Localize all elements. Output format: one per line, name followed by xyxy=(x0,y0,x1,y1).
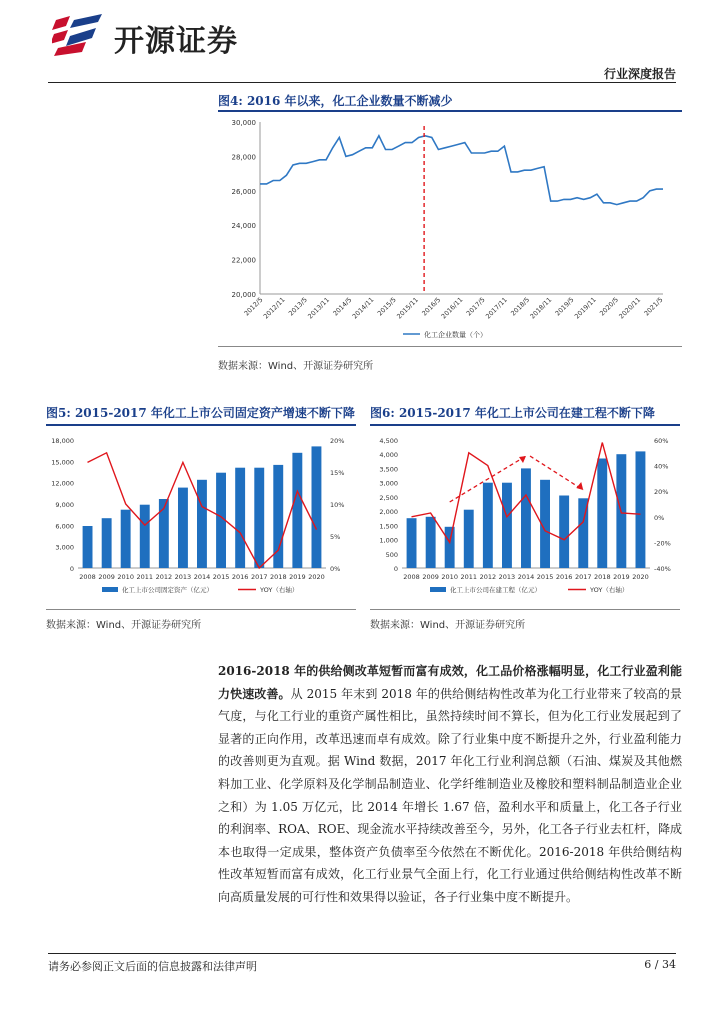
f6-bar xyxy=(445,527,455,568)
header-rule xyxy=(48,82,676,83)
f5-x-tick: 2010 xyxy=(117,573,134,581)
f5-x-tick: 2016 xyxy=(231,573,249,581)
body-paragraph xyxy=(218,660,682,909)
f5-left-tick: 9,000 xyxy=(55,501,74,509)
logo-icon xyxy=(52,14,110,56)
f5-bar xyxy=(83,526,93,568)
f5-left-tick: 6,000 xyxy=(55,522,74,531)
f5-bar xyxy=(197,480,207,568)
brand-name: 开源证券 xyxy=(114,24,238,59)
f6-right-tick: -40% xyxy=(654,565,671,573)
f4-x-tick: 2018/5 xyxy=(509,295,532,318)
f4-x-tick: 2016/5 xyxy=(420,295,443,318)
f6-left-tick: 3,000 xyxy=(379,479,398,488)
f6-bar xyxy=(502,483,512,568)
f4-y-tick: 26,000 xyxy=(231,187,256,196)
f6-bar xyxy=(426,517,436,568)
f6-bar xyxy=(636,451,646,568)
f5-x-tick: 2018 xyxy=(270,573,287,581)
f6-left-tick: 4,000 xyxy=(379,451,398,460)
f4-x-tick: 2016/11 xyxy=(439,295,465,321)
f6-left-tick: 2,000 xyxy=(379,508,398,517)
f6-left-tick: 3,500 xyxy=(379,465,398,474)
f4-x-tick: 2020/11 xyxy=(617,295,643,321)
report-type: 行业深度报告 xyxy=(603,67,676,81)
body-lead: 2016-2018 年的供给侧改革短暂而富有成效，化工品价格涨幅明显，化工行业盈利能力快速改善。 xyxy=(218,664,682,701)
f4-x-tick: 2015/5 xyxy=(375,295,398,318)
f5-bar xyxy=(254,468,264,568)
f4-x-tick: 2013/5 xyxy=(287,295,309,318)
figure5-rule xyxy=(46,424,356,426)
f6-bar xyxy=(464,510,474,568)
f5-legend-bar-label: 化工上市公司固定资产（亿元） xyxy=(122,586,213,594)
f6-left-tick: 1,000 xyxy=(379,536,398,545)
f5-x-tick: 2009 xyxy=(98,573,115,581)
f5-bar xyxy=(178,488,188,568)
f4-x-tick: 2018/11 xyxy=(528,295,554,321)
figure6-source: 数据来源：Wind、开源证券研究所 xyxy=(370,620,526,631)
f4-x-tick: 2019/11 xyxy=(572,295,598,321)
f4-series-line xyxy=(260,136,663,205)
f4-x-tick: 2017/5 xyxy=(464,295,487,318)
f5-left-tick: 15,000 xyxy=(51,458,74,467)
f4-y-tick: 30,000 xyxy=(231,119,256,127)
f5-bar xyxy=(292,453,302,568)
f5-bar xyxy=(140,505,150,568)
f4-y-tick: 22,000 xyxy=(231,256,256,265)
f4-y-tick: 24,000 xyxy=(231,222,256,231)
figure5-title: 图5: 2015-2017 年化工上市公司固定资产增速不断下降 xyxy=(46,406,355,420)
f4-y-tick: 20,000 xyxy=(231,291,256,299)
f6-bar xyxy=(559,496,569,569)
f6-right-tick: 20% xyxy=(654,488,669,497)
f5-legend-bar-swatch xyxy=(102,587,118,592)
f6-left-tick: 1,500 xyxy=(379,522,398,531)
f6-x-tick: 2018 xyxy=(594,573,611,581)
f5-x-tick: 2019 xyxy=(289,573,306,581)
f6-legend-line-label: YOY（右轴） xyxy=(590,586,629,594)
f6-trend-up-arrowhead xyxy=(519,456,526,463)
f4-x-tick: 2015/11 xyxy=(395,295,420,321)
f5-x-tick: 2008 xyxy=(79,573,96,581)
f6-right-tick: -20% xyxy=(654,539,671,548)
footer-rule xyxy=(48,953,676,954)
f6-trend-down xyxy=(530,456,583,490)
f4-x-tick: 2014/5 xyxy=(331,295,354,318)
f6-legend-bar-label: 化工上市公司在建工程（亿元） xyxy=(450,586,541,594)
f5-right-tick: 5% xyxy=(330,533,341,541)
f5-x-tick: 2012 xyxy=(155,573,173,581)
f6-x-tick: 2020 xyxy=(632,573,649,581)
f4-y-tick: 28,000 xyxy=(231,153,256,162)
f5-x-tick: 2017 xyxy=(250,573,268,581)
f4-x-tick: 2012/5 xyxy=(242,295,265,318)
figure6-chart xyxy=(370,428,680,608)
f5-bar xyxy=(312,446,322,568)
f5-bar xyxy=(121,510,131,568)
f5-right-tick: 20% xyxy=(330,437,345,445)
f5-right-tick: 15% xyxy=(330,469,345,477)
f5-x-tick: 2013 xyxy=(174,573,192,581)
f4-x-tick: 2020/5 xyxy=(598,295,620,318)
f6-x-tick: 2017 xyxy=(574,573,592,581)
f4-x-tick: 2017/11 xyxy=(484,295,509,321)
f5-right-tick: 0% xyxy=(330,565,341,573)
f6-x-tick: 2011 xyxy=(460,573,478,581)
f6-right-tick: 0% xyxy=(654,513,665,522)
f6-x-tick: 2010 xyxy=(441,573,458,581)
f6-bar xyxy=(597,459,607,569)
f6-x-tick: 2009 xyxy=(422,573,439,581)
f6-x-tick: 2008 xyxy=(403,573,420,581)
f6-bar xyxy=(407,518,417,568)
figure5-source: 数据来源：Wind、开源证券研究所 xyxy=(46,620,202,631)
f6-x-tick: 2015 xyxy=(536,573,554,581)
f5-bar xyxy=(235,468,245,568)
figure4-chart xyxy=(218,112,682,344)
f6-left-tick: 2,500 xyxy=(379,493,398,502)
f5-x-tick: 2014 xyxy=(193,573,211,581)
f6-x-tick: 2016 xyxy=(555,573,573,581)
figure5-chart xyxy=(46,428,356,608)
f5-left-tick: 18,000 xyxy=(51,437,74,445)
figure4-source: 数据来源：Wind、开源证券研究所 xyxy=(218,361,374,372)
figure4-title: 图4: 2016 年以来，化工企业数量不断减少 xyxy=(218,94,453,108)
f5-left-tick: 3,000 xyxy=(55,543,74,552)
f5-bar xyxy=(102,518,112,568)
figure6-title: 图6: 2015-2017 年化工上市公司在建工程不断下降 xyxy=(370,406,655,420)
footer-disclaimer: 请务必参阅正文后面的信息披露和法律声明 xyxy=(48,960,257,973)
f5-x-tick: 2011 xyxy=(136,573,154,581)
f5-right-tick: 10% xyxy=(330,501,345,509)
f6-x-tick: 2019 xyxy=(613,573,630,581)
f4-legend-label: 化工企业数量（个） xyxy=(424,331,487,339)
f6-left-tick: 0 xyxy=(393,565,398,573)
f4-x-tick: 2021/5 xyxy=(642,295,665,318)
f4-x-tick: 2013/11 xyxy=(306,295,332,321)
f6-right-tick: 40% xyxy=(654,462,669,471)
f6-left-tick: 4,500 xyxy=(379,437,398,445)
page-number: 6 / 34 xyxy=(644,958,676,971)
f4-x-tick: 2014/11 xyxy=(350,295,376,321)
f6-legend-bar-swatch xyxy=(430,587,446,592)
figure6-rule xyxy=(370,424,680,426)
body-text: 从 2015 年末到 2018 年的供给侧结构性改革为化工行业带来了较高的景气度，与化工行业的重资产属性相比，虽然持续时间不算长，但为化工行业发展起到了显著的正向作用，改革迅速而卓有成效。除了行业集中度不断提升之外，行业盈利能力的改善则更为直观。据 Wind 数据，2017 年化工行业利润总额（石油、煤炭及其他燃料加工业、化学原料及化学制品制造业、化学纤维制造业及橡胶和塑料制品制造业企业之和）为 1.05 万亿元，比 2014 年增长 1.67 倍，盈利水平和质量上，化工各子行业的利润率、ROA、ROE、现金流水平持续改善至今，另外，化工各子行业去杠杆，降成本也取得一定成果，整体资产负债率至今依然在不断优化。2016-2018 年供给侧结构性改革短暂而富有成效，化工行业景气全面上行，化工行业通过供给侧结构性改革不断向高质量发展的可行性和效果得以验证，各子行业集中度不断提升。 xyxy=(218,686,682,904)
f6-right-tick: 60% xyxy=(654,437,669,445)
f6-trend-down-arrowhead xyxy=(576,482,583,490)
f5-left-tick: 0 xyxy=(69,565,74,573)
f4-x-tick: 2019/5 xyxy=(553,295,576,318)
f5-x-tick: 2015 xyxy=(212,573,230,581)
f5-x-tick: 2020 xyxy=(308,573,325,581)
f6-bar xyxy=(521,468,531,568)
f6-x-tick: 2012 xyxy=(479,573,497,581)
f5-left-tick: 12,000 xyxy=(51,479,74,488)
f6-x-tick: 2013 xyxy=(498,573,516,581)
f4-x-tick: 2012/11 xyxy=(261,295,287,321)
f6-left-tick: 500 xyxy=(385,550,398,559)
f5-legend-line-label: YOY（右轴） xyxy=(260,586,299,594)
f6-x-tick: 2014 xyxy=(517,573,535,581)
f6-bar xyxy=(483,483,493,568)
